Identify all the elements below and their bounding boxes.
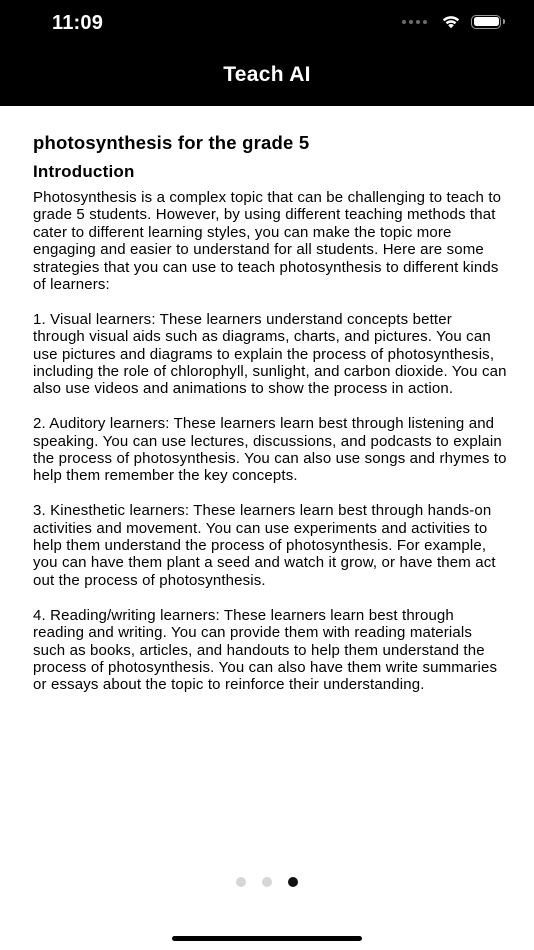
cellular-signal-icon xyxy=(402,20,427,24)
status-icons xyxy=(402,14,501,29)
paragraph: 3. Kinesthetic learners: These learners learn best through hands-on activities and movement. You can use experiments and activities to help them understand the process of photosynthesis. For example, you can have them plant a seed and watch it grow, or have them act out the process of photosynthesis. xyxy=(33,502,496,589)
status-time: 11:09 xyxy=(52,12,104,34)
paragraph: 2. Auditory learners: These learners learn best through listening and speaking. You can use lectures, discussions, and podcasts to explain the process of photosynthesis. You can also use songs and rhymes to help them remember the key concepts. xyxy=(33,415,507,485)
section-heading: Introduction xyxy=(33,162,135,181)
paragraph: Photosynthesis is a complex topic that can be challenging to teach to grade 5 students. However, by using different teaching methods that cater to different learning styles, you can make the topic more engaging and easier to understand for all students. Here are some strategies that you can use to teach photosynthesis to different kinds of learners: xyxy=(33,189,502,294)
paragraph: 4. Reading/writing learners: These learners learn best through reading and writing. You can provide them with reading materials such as books, articles, and handouts to help them understand the process of photosynthesis. You can also have them write summaries or essays about the topic to reinforce their understanding. xyxy=(33,606,498,694)
page-dot[interactable] xyxy=(236,877,246,887)
lesson-title: photosynthesis for the grade 5 xyxy=(33,132,310,153)
battery-icon xyxy=(471,15,501,29)
page-indicator[interactable] xyxy=(0,877,534,887)
wifi-icon xyxy=(441,14,461,29)
top-bar xyxy=(0,0,534,106)
lesson-content xyxy=(33,131,508,711)
paragraph: 1. Visual learners: These learners understand concepts better through visual aids such as diagrams, charts, and pictures. You can use pictures and diagrams to explain the process of photosynthesis, including the role of chlorophyll, sunlight, and carbon dioxide. You can also use videos and animations to show the process in action. xyxy=(33,310,507,398)
page-dot-active[interactable] xyxy=(288,877,298,887)
nav-title: Teach AI xyxy=(223,63,311,86)
home-indicator[interactable] xyxy=(172,936,362,941)
page-dot[interactable] xyxy=(262,877,272,887)
